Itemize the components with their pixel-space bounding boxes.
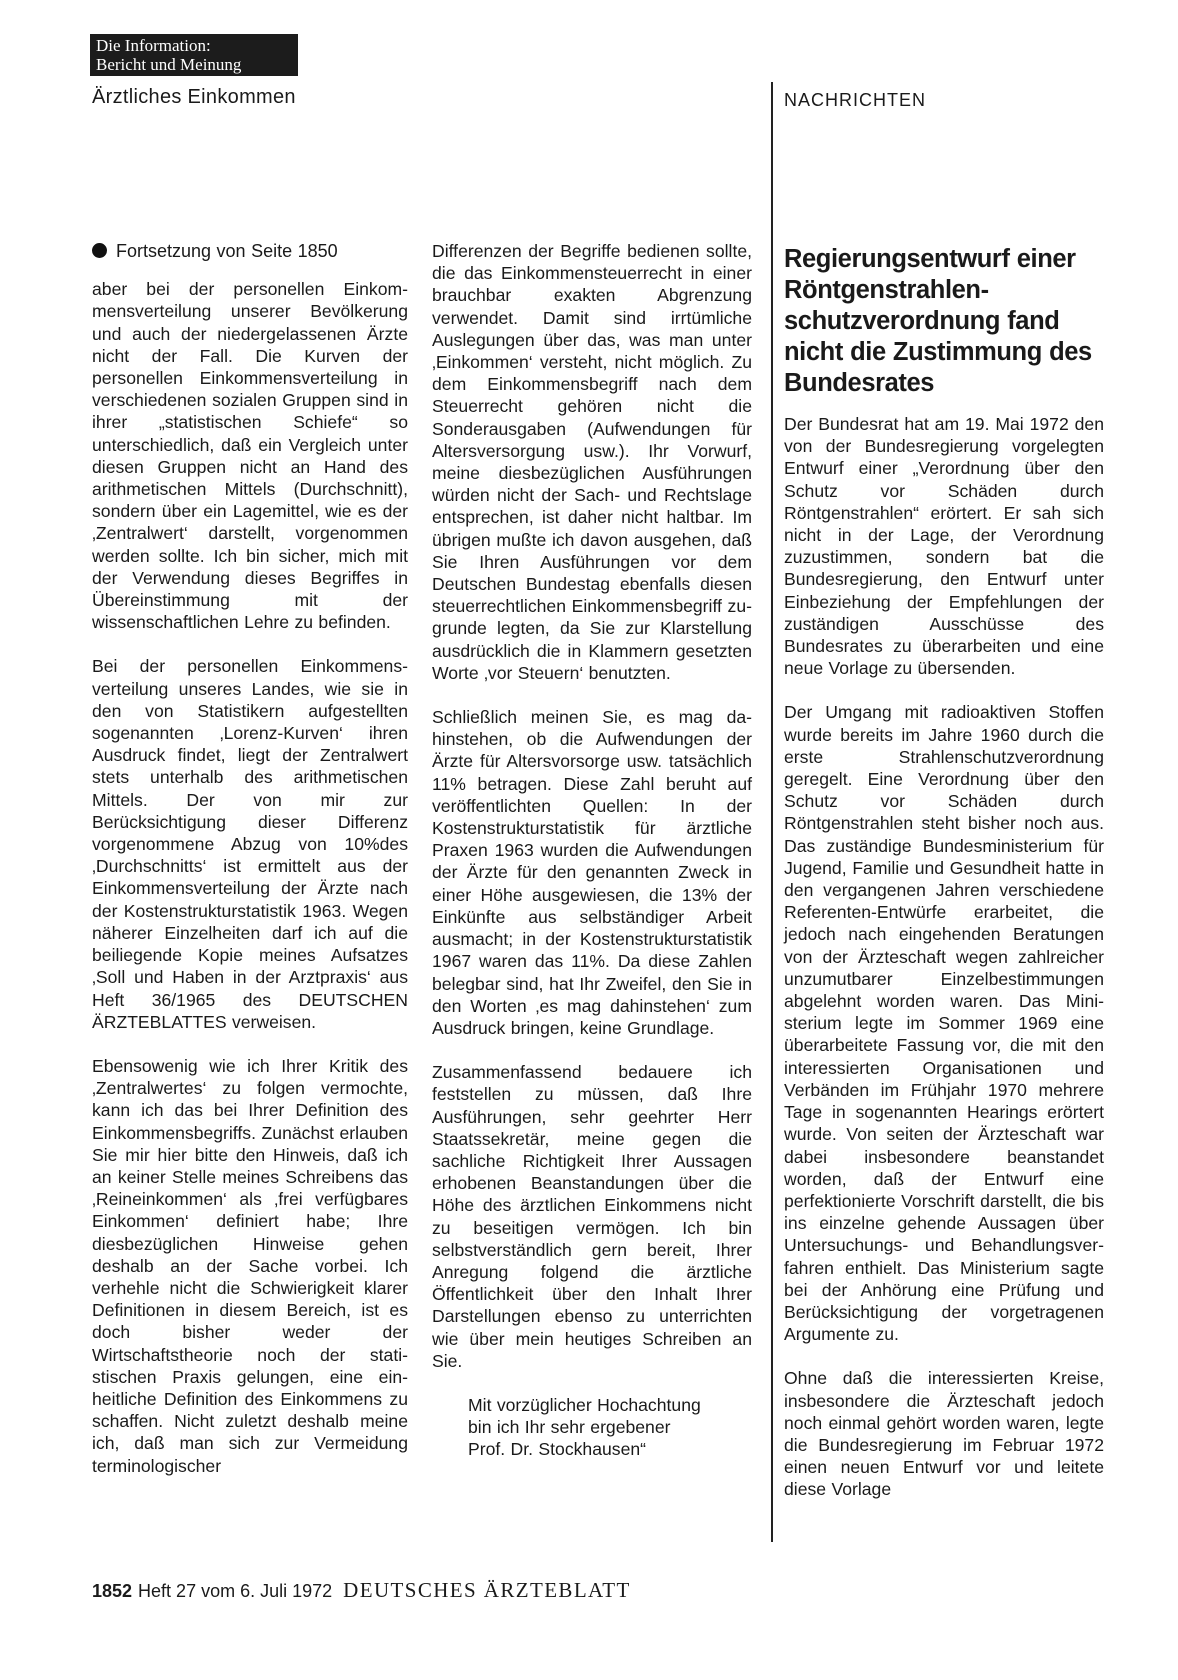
paragraph: Ebensowenig wie ich Ihrer Kritik des ‚Zentralwertes‘ zu folgen vermochte, kann ich das bei Ihrer Definition des Einkommensbegriffs. Zunächst erlauben Sie mir hier bitte den Hinweis, daß ich an keiner Stelle meines Schreibens das ‚Reineinkommen‘ als ‚frei verfügbares Einkommen‘ definiert habe; Ihre diesbezüglichen Hinweise gehen deshalb an der Sache vorbei. Ich verhehle nicht die Schwierigkeit klarer Definitionen in diesem Bereich, ist es doch bisher weder der Wirtschaftstheorie noch der statistischen Praxis gelungen, eine einheitliche Definition des Einkommens zu schaffen. Nicht zuletzt deshalb meine ich, daß man sich zur Vermeidung terminologischer [92, 1055, 408, 1476]
paragraph: Schließlich meinen Sie, es mag dahinstehen, ob die Aufwendungen der Ärzte für Altersvorsorge usw. tatsächlich 11% betragen. Diese Zahl beruht auf veröffentlichten Quellen: In der Kostenstrukturstatistik für ärztliche Praxen 1963 wurden die Aufwendungen der Ärzte für den genannten Zweck in einer Höhe ausgewiesen, die 13% der Einkünfte aus selbständiger Arbeit ausmacht; in der Kostenstrukturstatistik 1967 waren das 11%. Da diese Zahlen belegbar sind, hat Ihr Zweifel, den Sie in den Worten ‚es mag dahinstehen‘ zum Ausdruck bringen, keine Grundlage. [432, 707, 752, 1038]
column-3 [784, 244, 1104, 1523]
paragraph: aber bei der personellen Einkommensverteilung unserer Bevölkerung und auch der niedergelassenen Ärzte nicht der Fall. Die Kurven der personellen Einkommensverteilung in verschiedenen sozialen Gruppen sind in ihrer „statistischen Schiefe“ so unterschiedlich, daß ein Vergleich unter diesen Gruppen nicht an Hand des arithmetischen Mittels (Durchschnitt), sondern über ein Lagemittel, wie es der ‚Zentralwert‘ darstellt, vorgenommen werden sollte. Ich bin sicher, mich mit der Verwendung dieses Begriffes in Übereinstimmung mit der wissenschaftlichen Lehre zu befinden. [92, 279, 408, 633]
column-divider [771, 82, 773, 1542]
closing-line: bin ich Ihr sehr ergebener [468, 1417, 671, 1438]
paragraph: Der Bundesrat hat am 19. Mai 1972 den von der Bundesregierung vorgelegten Entwurf einer „Verordnung über den Schutz vor Schäden durch Röntgenstrahlen“ erörtert. Er sah sich nicht in der Lage, der Verordnung zuzustimmen, sondern bat die Bundesregierung, den Entwurf unter Einbeziehung der Empfehlungen der zuständigen Ausschüsse des Bundesrates zu überarbeiten und eine neue Vorlage zu übersenden. [784, 414, 1104, 679]
paragraph: Differenzen der Begriffe bedienen sollte, die das Einkommensteuerrecht in einer brauchbar exakten Abgrenzung verwendet. Damit sind irrtümliche Auslegungen über das, was man unter ‚Einkommen‘ versteht, nicht möglich. Zu dem Einkommensbegriff nach dem Steuerrecht gehören nicht die Sonderausgaben (Aufwendungen für Altersversorgung usw.). Ihr Vorwurf, meine diesbezüglichen Ausführungen würden nicht der Sach- und Rechtslage entsprechen, ist daher nicht haltbar. Im übrigen mußte ich davon ausgehen, daß Sie Ihren Ausführungen vor dem Deutschen Bundestag ebenfalls diesen steuerrechtlichen Einkommensbegriff zugrunde legten, da Sie zur Klarstellung ausdrücklich die in Klammern gesetzten Worte ‚vor Steuern‘ benutzten. [432, 241, 752, 683]
continuation-text: Fortsetzung von Seite 1850 [116, 241, 338, 261]
signature-line: Prof. Dr. Stockhausen“ [468, 1439, 646, 1460]
paragraph: Bei der personellen Einkommensverteilung unseres Landes, wie sie in den von Statistikern aufgestellten sogenannten ‚Lorenz-Kurven‘ ihren Ausdruck findet, liegt der Zentralwert stets unterhalb des arithmetischen Mittels. Der von mir zur Berücksichtigung dieser Differenz vorgenommene Abzug von 10%des ‚Durchschnitts‘ ist ermittelt aus der Einkommensverteilung der Ärzte nach der Kostenstrukturstatistik 1963. Wegen näherer Einzelheiten darf ich auf die beiliegende Kopie meines Aufsatzes ‚Soll und Haben in der Arztpraxis‘ aus Heft 36/1965 des DEUTSCHEN ÄRZTEBLATTES verweisen. [92, 656, 408, 1032]
section-title-left: Ärztliches Einkommen [92, 86, 296, 108]
section-title-right: NACHRICHTEN [784, 90, 927, 110]
issue-info: Heft 27 vom 6. Juli 1972 [138, 1581, 333, 1601]
paragraph: Zusammenfassend bedauere ich feststellen zu müssen, daß Ihre Ausführungen, sehr geehrter Herr Staatssekretär, meine gegen die sachliche Richtigkeit Ihrer Aussagen erhobenen Beanstandungen über die Höhe des ärztlichen Einkommens nicht zu beseitigen vermögen. Ich bin selbstverständlich gern bereit, Ihrer Anregung folgend die ärztliche Öffentlichkeit über den Inhalt Ihrer Darstellungen ebenso zu unterrichten wie über mein heutiges Schreiben an Sie. [432, 1062, 752, 1371]
column-1 [92, 240, 408, 1499]
closing-line: Mit vorzüglicher Hochachtung [468, 1394, 701, 1415]
magazine-title: DEUTSCHES ÄRZTEBLATT [343, 1578, 631, 1602]
continuation-note [92, 240, 408, 262]
paragraph: Der Umgang mit radioaktiven Stoffen wurde bereits im Jahre 1960 durch die erste Strahlenschutzverordnung geregelt. Eine Verordnung über den Schutz vor Schäden durch Röntgenstrahlen steht bisher noch aus. Das zuständige Bundesministerium für Jugend, Familie und Gesundheit hatte in den vergangenen Jahren verschiedene Referenten-Entwürfe erarbeitet, die jedoch nach eingehenden Beratungen von der Ärzteschaft wegen zahlreicher unzumutbarer Einzelbestimmungen abgelehnt worden waren. Das Ministerium legte im Sommer 1969 eine überarbeitete Fassung vor, die mit den interessierten Organisationen und Verbänden im Frühjahr 1970 mehrere Tage in sogenannten Hearings erörtert wurde. Von seiten der Ärzteschaft war dabei insbesondere beanstandet worden, daß der Entwurf eine perfektionierte Vorschrift darstellt, die bis ins einzelne gehende Aussagen über Untersuchungs- und Behandlungsverfahren enthielt. Das Ministerium sagte bei der Anhörung eine Prüfung und Berücksichtigung der vorgetragenen Argumente zu. [784, 702, 1104, 1345]
bullet-dot-icon [92, 243, 107, 258]
paragraph: Ohne daß die interessierten Kreise, insbesondere die Ärzteschaft jedoch noch einmal gehört worden waren, legte die Bundesregierung im Februar 1972 einen neuen Entwurf vor und leitete diese Vorlage [784, 1368, 1104, 1500]
news-headline: Regierungsentwurf einer Röntgenstrahlenschutzverordnung fand nicht die Zustimmung des Bundesrates [784, 245, 1092, 397]
section-badge [90, 34, 298, 76]
letter-closing [468, 1394, 752, 1461]
badge-line-2: Bericht und Meinung [96, 55, 242, 74]
page-footer [92, 1578, 631, 1603]
column-2 [432, 240, 752, 1461]
badge-line-1: Die Information: [96, 36, 211, 55]
page-number: 1852 [92, 1581, 133, 1601]
